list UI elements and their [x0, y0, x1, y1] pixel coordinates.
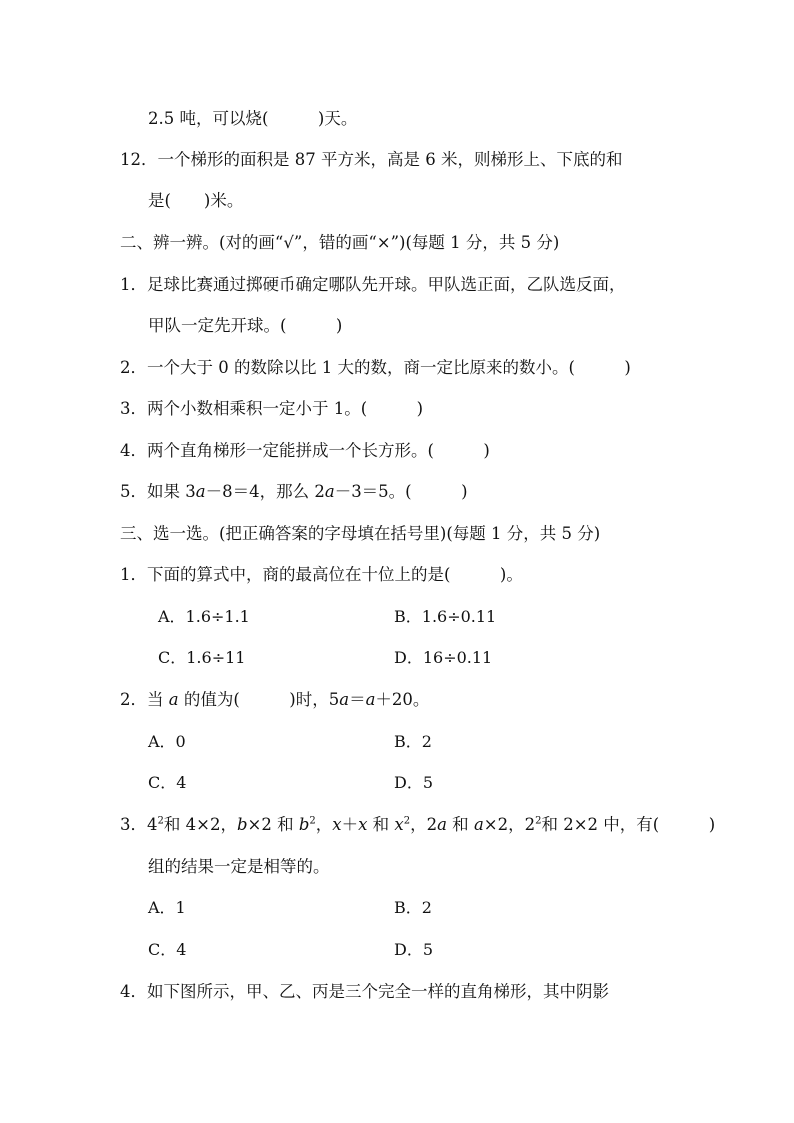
s2-q1-line2: 甲队一定先开球。( ): [148, 316, 343, 335]
s3-q2-option-b: B．2: [394, 732, 432, 751]
q12-line1: 12．一个梯形的面积是 87 平方米，高是 6 米，则梯形上、下底的和: [120, 150, 623, 169]
q12-line2: 是( )米。: [148, 191, 244, 210]
s3-q1-stem: 1．下面的算式中，商的最高位在十位上的是( )。: [120, 565, 523, 584]
s3-q1-option-a: A．1.6÷1.1: [158, 607, 250, 626]
s3-q3-option-c: C．4: [148, 940, 187, 959]
section3-heading: 三、选一选。(把正确答案的字母填在括号里)(每题 1 分，共 5 分): [120, 524, 601, 543]
s3-q3-option-a: A．1: [148, 898, 186, 917]
s3-q1-option-c: C．1.6÷11: [158, 648, 246, 667]
s3-q3-line1: 3．$4^2$和 4×2，b×2 和 $b^2$，x＋x 和 $x^2$，2a 和 a×2，$2^2$和 2×2 中，有( ): [120, 815, 716, 834]
s2-q5: 5．如果 3a－8＝4，那么 2a－3＝5。( ): [120, 482, 468, 501]
s3-q2-option-d: D．5: [394, 773, 434, 792]
section2-heading: 二、辨一辨。(对的画“√”，错的画“×”)(每题 1 分，共 5 分): [120, 233, 560, 252]
s3-q3-option-d: D．5: [394, 940, 434, 959]
s3-q1-option-d: D．16÷0.11: [394, 648, 493, 667]
s3-q2-option-c: C．4: [148, 773, 187, 792]
s3-q3-option-b: B．2: [394, 898, 432, 917]
s3-q3-line2: 组的结果一定是相等的。: [148, 857, 330, 876]
s2-q3: 3．两个小数相乘积一定小于 1。( ): [120, 399, 424, 418]
s2-q1-line1: 1．足球比赛通过掷硬币确定哪队先开球。甲队选正面，乙队选反面，: [120, 275, 626, 294]
q11-continuation: 2.5 吨，可以烧( )天。: [148, 109, 358, 128]
s3-q2-option-a: A．0: [148, 732, 186, 751]
s3-q2-stem: 2．当 a 的值为( )时，5a＝a＋20。: [120, 690, 430, 709]
s2-q4: 4．两个直角梯形一定能拼成一个长方形。( ): [120, 441, 490, 460]
s3-q4-line1: 4．如下图所示，甲、乙、丙是三个完全一样的直角梯形，其中阴影: [120, 982, 609, 1001]
s3-q1-option-b: B．1.6÷0.11: [394, 607, 497, 626]
s2-q2: 2．一个大于 0 的数除以比 1 大的数，商一定比原来的数小。( ): [120, 358, 631, 377]
